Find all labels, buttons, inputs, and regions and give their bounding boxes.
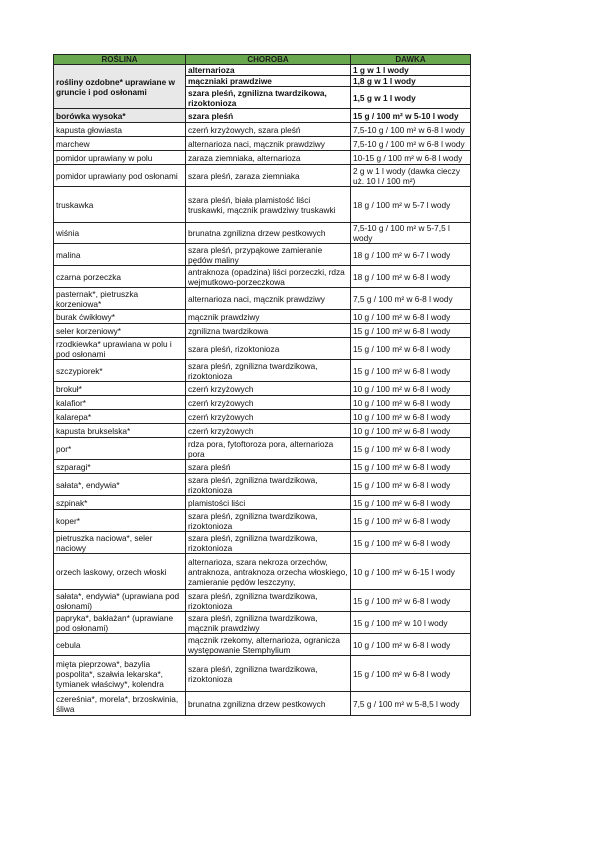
disease-cell: szara pleśń, zaraza ziemniaka <box>186 165 351 187</box>
disease-cell: czerń krzyżowych <box>186 410 351 424</box>
dose-cell: 18 g / 100 m² w 5-7 l wody <box>351 187 471 223</box>
table-row <box>54 410 471 424</box>
dose-cell: 1,8 g w 1 l wody <box>351 76 471 87</box>
disease-cell: szara pleśń, biała plamistość liści truskawki, mącznik prawdziwy truskawki <box>186 187 351 223</box>
table-row <box>54 396 471 410</box>
plant-cell: szczypiorek* <box>54 360 186 382</box>
disease-cell: zgnilizna twardzikowa <box>186 324 351 338</box>
plant-cell: brokuł* <box>54 382 186 396</box>
disease-cell: zaraza ziemniaka, alternarioza <box>186 151 351 165</box>
table-row <box>54 223 471 244</box>
disease-cell: czerń krzyżowych <box>186 424 351 438</box>
table-row <box>54 438 471 460</box>
dose-cell: 15 g / 100 m² w 6-8 l wody <box>351 474 471 496</box>
plant-cell: szpinak* <box>54 496 186 510</box>
dose-cell: 15 g / 100 m² w 5-10 l wody <box>351 109 471 123</box>
dose-cell: 7,5 g / 100 m² w 6-8 l wody <box>351 288 471 310</box>
plant-cell: seler korzeniowy* <box>54 324 186 338</box>
table-row <box>54 310 471 324</box>
table-row <box>54 123 471 137</box>
dose-cell: 7,5-10 g / 100 m² w 5-7,5 l wody <box>351 223 471 244</box>
dose-cell: 10-15 g / 100 m² w 6-8 l wody <box>351 151 471 165</box>
plant-cell: kalafior* <box>54 396 186 410</box>
dose-cell: 15 g / 100 m² w 6-8 l wody <box>351 510 471 532</box>
dose-cell: 15 g / 100 m² w 6-8 l wody <box>351 496 471 510</box>
plant-cell: kapusta brukselska* <box>54 424 186 438</box>
table-row <box>54 244 471 266</box>
table-row <box>54 360 471 382</box>
table-row <box>54 634 471 656</box>
table-row <box>54 474 471 496</box>
disease-cell: szara pleśń <box>186 109 351 123</box>
disease-cell: szara pleśń, przypąkowe zamieranie pędów maliny <box>186 244 351 266</box>
dosage-table <box>53 54 471 716</box>
dose-cell: 10 g / 100 m² w 6-8 l wody <box>351 382 471 396</box>
plant-cell: borówka wysoka* <box>54 109 186 123</box>
disease-cell: mączniaki prawdziwe <box>186 76 351 87</box>
table-row <box>54 382 471 396</box>
table-row <box>54 338 471 360</box>
dose-cell: 15 g / 100 m² w 6-8 l wody <box>351 360 471 382</box>
plant-cell: malina <box>54 244 186 266</box>
table-row <box>54 288 471 310</box>
plant-cell: pasternak*, pietruszka korzeniowa* <box>54 288 186 310</box>
table-row <box>54 137 471 151</box>
table-row <box>54 590 471 612</box>
plant-cell: cebula <box>54 634 186 656</box>
disease-cell: szara pleśń, zgnilizna twardzikowa, rizoktonioza <box>186 87 351 109</box>
dose-cell: 15 g / 100 m² w 6-8 l wody <box>351 460 471 474</box>
dose-cell: 7,5-10 g / 100 m² w 6-8 l wody <box>351 137 471 151</box>
header-row <box>54 55 471 65</box>
dose-cell: 18 g / 100 m² w 6-7 l wody <box>351 244 471 266</box>
plant-cell: koper* <box>54 510 186 532</box>
plant-cell: pomidor uprawiany pod osłonami <box>54 165 186 187</box>
dose-cell: 10 g / 100 m² w 6-8 l wody <box>351 396 471 410</box>
table-row <box>54 109 471 123</box>
dose-cell: 10 g / 100 m² w 6-8 l wody <box>351 424 471 438</box>
plant-cell: czarna porzeczka <box>54 266 186 288</box>
plant-cell: sałata*, endywia* <box>54 474 186 496</box>
group-plant-cell: rośliny ozdobne* uprawiane w gruncie i pod osłonami <box>54 65 186 109</box>
plant-cell: pietruszka naciowa*, seler naciowy <box>54 532 186 554</box>
header-plant: ROŚLINA <box>54 55 186 65</box>
plant-cell: mięta pieprzowa*, bazylia pospolita*, szałwia lekarska*, tymianek właściwy*, kolendra <box>54 656 186 692</box>
table-row <box>54 151 471 165</box>
dose-cell: 18 g / 100 m² w 6-8 l wody <box>351 266 471 288</box>
plant-cell: truskawka <box>54 187 186 223</box>
plant-cell: czereśnia*, morela*, brzoskwinia, śliwa <box>54 692 186 716</box>
dose-cell: 15 g / 100 m² w 6-8 l wody <box>351 338 471 360</box>
dose-cell: 15 g / 100 m² w 6-8 l wody <box>351 532 471 554</box>
disease-cell: czerń krzyżowych, szara pleśń <box>186 123 351 137</box>
dose-cell: 15 g / 100 m² w 6-8 l wody <box>351 324 471 338</box>
disease-cell: mącznik prawdziwy <box>186 310 351 324</box>
table-row <box>54 692 471 716</box>
table-row <box>54 612 471 634</box>
dose-cell: 1,5 g w 1 l wody <box>351 87 471 109</box>
header-disease: CHOROBA <box>186 55 351 65</box>
dose-cell: 15 g / 100 m² w 6-8 l wody <box>351 656 471 692</box>
table-row <box>54 424 471 438</box>
disease-cell: szara pleśń, zgnilizna twardzikowa, rizoktonioza <box>186 474 351 496</box>
table-row <box>54 165 471 187</box>
plant-cell: orzech laskowy, orzech włoski <box>54 554 186 590</box>
disease-cell: alternarioza, szara nekroza orzechów, antraknoza, antraknoza orzecha włoskiego, zamieranie pędów leszczyny, <box>186 554 351 590</box>
table-row <box>54 496 471 510</box>
dose-cell: 10 g / 100 m² w 6-8 l wody <box>351 310 471 324</box>
disease-cell: szara pleśń, zgnilizna twardzikowa, rizoktonioza <box>186 532 351 554</box>
dose-cell: 10 g / 100 m² w 6-8 l wody <box>351 634 471 656</box>
dose-cell: 15 g / 100 m² w 6-8 l wody <box>351 590 471 612</box>
dose-cell: 7,5 g / 100 m² w 5-8,5 l wody <box>351 692 471 716</box>
disease-cell: szara pleśń, zgnilizna twardzikowa, rizoktonioza <box>186 510 351 532</box>
dose-cell: 7,5-10 g / 100 m² w 6-8 l wody <box>351 123 471 137</box>
disease-cell: szara pleśń, zgnilizna twardzikowa, rizoktonioza <box>186 590 351 612</box>
plant-cell: pomidor uprawiany w polu <box>54 151 186 165</box>
table-row <box>54 510 471 532</box>
disease-cell: plamistości liści <box>186 496 351 510</box>
disease-cell: alternarioza naci, mącznik prawdziwy <box>186 137 351 151</box>
table-row <box>54 460 471 474</box>
plant-cell: kalarepa* <box>54 410 186 424</box>
disease-cell: szara pleśń, zgnilizna twardzikowa, mącznik prawdziwy <box>186 612 351 634</box>
plant-cell: rzodkiewka* uprawiana w polu i pod osłonami <box>54 338 186 360</box>
table-row <box>54 554 471 590</box>
plant-cell: por* <box>54 438 186 460</box>
disease-cell: brunatna zgnilizna drzew pestkowych <box>186 223 351 244</box>
plant-cell: kapusta głowiasta <box>54 123 186 137</box>
plant-cell: papryka*, bakłażan* (uprawiane pod osłonami) <box>54 612 186 634</box>
disease-cell: szara pleśń, rizoktonioza <box>186 338 351 360</box>
disease-cell: czerń krzyżowych <box>186 396 351 410</box>
disease-cell: szara pleśń, zgnilizna twardzikowa, rizoktonioza <box>186 656 351 692</box>
table-row <box>54 656 471 692</box>
plant-cell: sałata*, endywia* (uprawiana pod osłonami) <box>54 590 186 612</box>
plant-cell: szparagi* <box>54 460 186 474</box>
dose-cell: 2 g w 1 l wody (dawka cieczy uż. 10 l / 100 m²) <box>351 165 471 187</box>
table-row <box>54 187 471 223</box>
table-row <box>54 266 471 288</box>
dose-cell: 15 g / 100 m² w 6-8 l wody <box>351 438 471 460</box>
disease-cell: szara pleśń <box>186 460 351 474</box>
table-row <box>54 532 471 554</box>
plant-cell: burak ćwikłowy* <box>54 310 186 324</box>
dose-cell: 10 g / 100 m² w 6-8 l wody <box>351 410 471 424</box>
disease-cell: szara pleśń, zgnilizna twardzikowa, rizoktonioza <box>186 360 351 382</box>
disease-cell: rdza pora, fytoftoroza pora, alternarioza pora <box>186 438 351 460</box>
disease-cell: brunatna zgnilizna drzew pestkowych <box>186 692 351 716</box>
table-row <box>54 65 471 76</box>
disease-cell: mącznik rzekomy, alternarioza, ogranicza występowanie Stemphylium <box>186 634 351 656</box>
disease-cell: alternarioza naci, mącznik prawdziwy <box>186 288 351 310</box>
dose-cell: 15 g / 100 m² w 10 l wody <box>351 612 471 634</box>
plant-cell: wiśnia <box>54 223 186 244</box>
disease-cell: czerń krzyżowych <box>186 382 351 396</box>
header-dose: DAWKA <box>351 55 471 65</box>
dose-cell: 10 g / 100 m² w 6-15 l wody <box>351 554 471 590</box>
disease-cell: antraknoza (opadzina) liści porzeczki, rdza wejmutkowo-porzeczkowa <box>186 266 351 288</box>
disease-cell: alternarioza <box>186 65 351 76</box>
plant-cell: marchew <box>54 137 186 151</box>
table-row <box>54 324 471 338</box>
dose-cell: 1 g w 1 l wody <box>351 65 471 76</box>
